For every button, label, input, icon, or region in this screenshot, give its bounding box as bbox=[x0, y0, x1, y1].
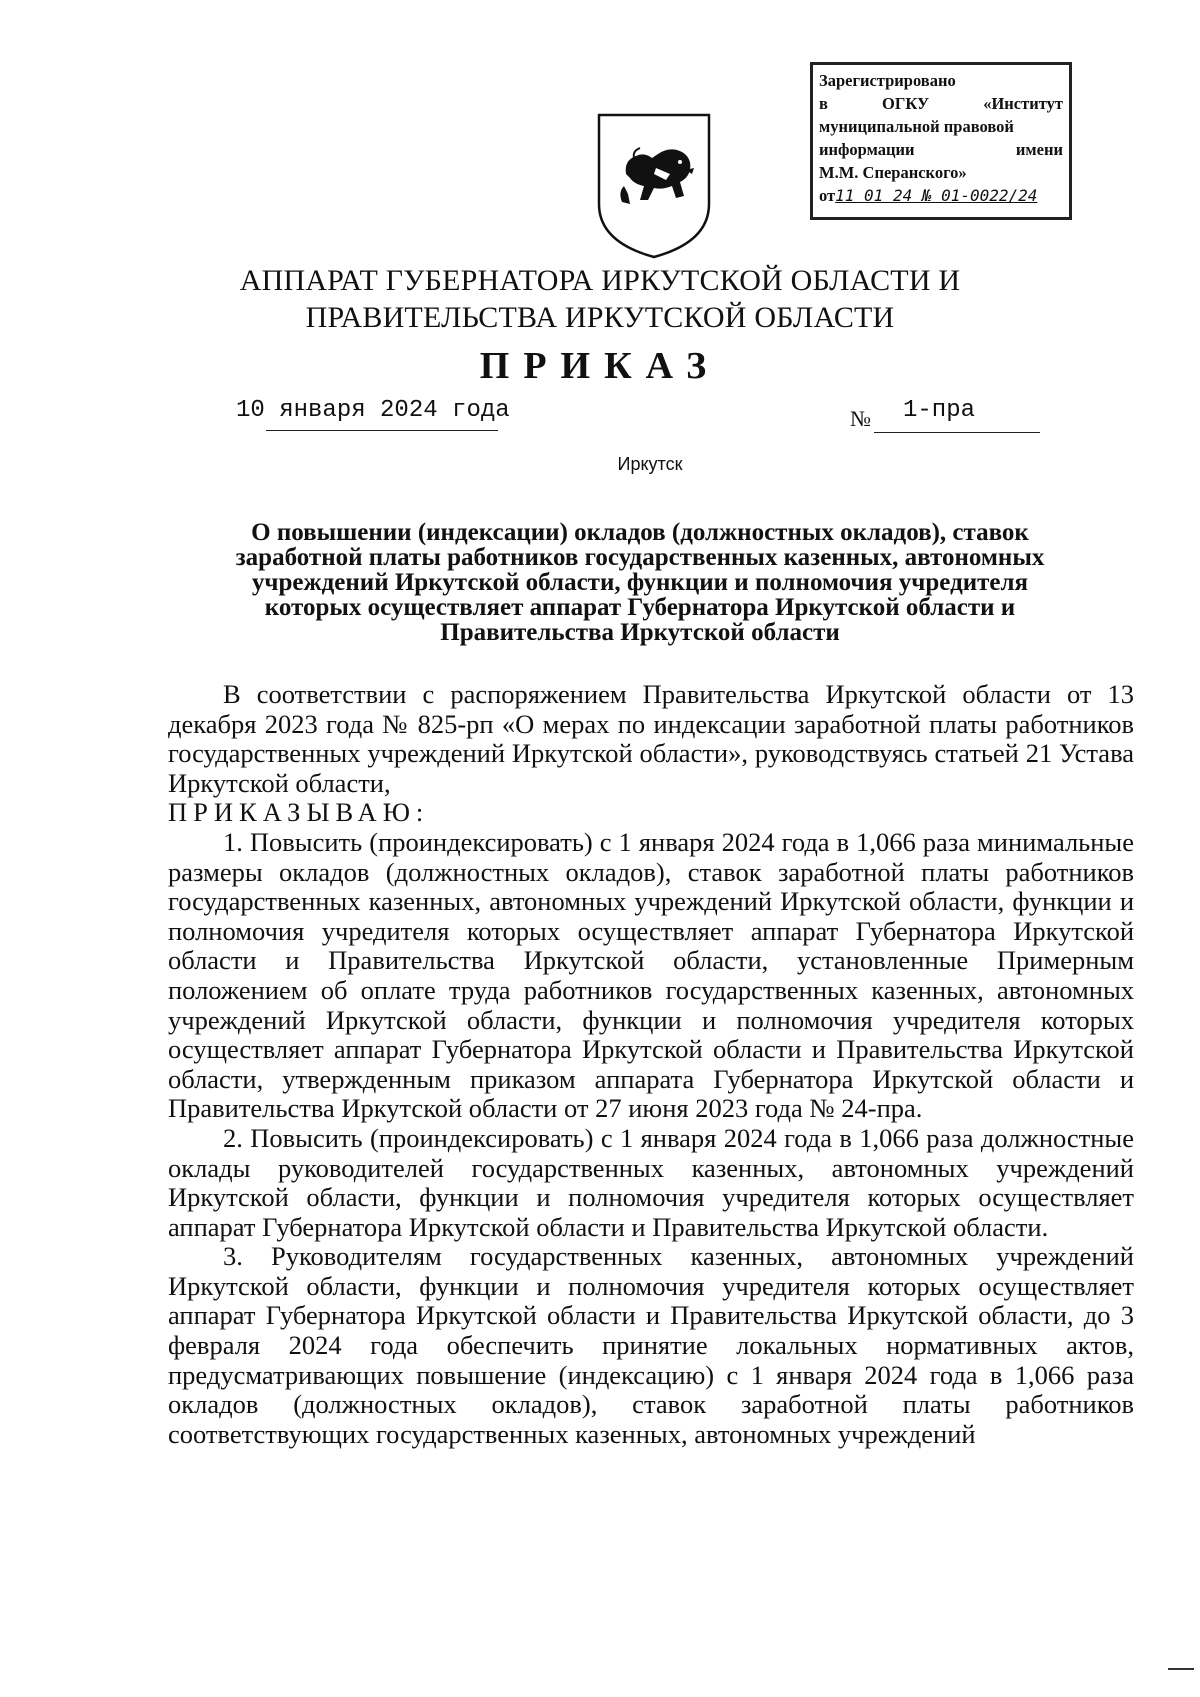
date-value: 10 января 2024 года bbox=[236, 397, 510, 424]
number-value: 1-пра bbox=[903, 397, 976, 424]
margin-mark bbox=[1168, 1668, 1194, 1670]
order-date bbox=[236, 396, 516, 426]
stamp-word: ОГКУ bbox=[882, 94, 930, 113]
stamp-handwritten-reg-number: 11 01 24 № 01-0022/24 bbox=[835, 186, 1038, 205]
order-body bbox=[168, 680, 1134, 1449]
heading-line: заработной платы работников государственных казенных, автономных bbox=[235, 544, 1045, 571]
number-underline bbox=[874, 432, 1040, 433]
stamp-line: М.М. Сперанского» bbox=[819, 163, 967, 182]
stamp-line: муниципальной правовой bbox=[819, 117, 1014, 136]
number-sign: № bbox=[850, 406, 871, 431]
stamp-word: информации bbox=[819, 140, 915, 159]
intro-paragraph: В соответствии с распоряжением Правительства Иркутской области от 13 декабря 2023 года № 825-рп «О мерах по индексации заработной платы работников государственных учреждений Иркутской области», руководствуясь статьей 21 Устава Иркутской области, bbox=[168, 679, 1134, 798]
stamp-word: «Институт bbox=[983, 94, 1063, 113]
registration-stamp bbox=[810, 62, 1072, 220]
organization-name bbox=[150, 262, 1050, 336]
org-line: ПРАВИТЕЛЬСТВА ИРКУТСКОЙ ОБЛАСТИ bbox=[305, 301, 895, 334]
stamp-line: Зарегистрировано bbox=[819, 71, 956, 90]
heading-line: которых осуществляет аппарат Губернатора Иркутской области и bbox=[264, 594, 1016, 621]
item-paragraph: 3. Руководителям государственных казенных, автономных учреждений Иркутской области, функции и полномочия учредителя которых осуществляет аппарат Губернатора Иркутской области и Правительства Иркутской области, до 3 февраля 2024 года обеспечить принятие локальных нормативных актов, предусматривающих повышение (индексацию) с 1 января 2024 года в 1,066 раза окладов (должностных окладов), ставок заработной платы работников соответствующих государственных казенных, автономных учреждений bbox=[168, 1241, 1134, 1449]
org-line: АППАРАТ ГУБЕРНАТОРА ИРКУТСКОЙ ОБЛАСТИ И bbox=[239, 264, 961, 297]
heading-line: Правительства Иркутской области bbox=[440, 619, 840, 646]
heading-line: О повышении (индексации) окладов (должностных окладов), ставок bbox=[251, 519, 1029, 546]
heading-line: учреждений Иркутской области, функции и полномочия учредителя bbox=[251, 569, 1029, 596]
date-underline bbox=[266, 430, 498, 431]
stamp-word: имени bbox=[1015, 140, 1063, 159]
irkutsk-coat-of-arms-icon bbox=[596, 112, 712, 260]
item-paragraph: 1. Повысить (проиндексировать) с 1 января 2024 года в 1,066 раза минимальные размеры окладов (должностных окладов), ставок заработной платы работников государственных казенных, автономных учреждений Иркутской области, функции и полномочия учредителя которых осуществляет аппарат Губернатора Иркутской области и Правительства Иркутской области, установленные Примерным положением об оплате труда работников государственных казенных, автономных учреждений Иркутской области, функции и полномочия учредителя которых осуществляет аппарат Губернатора Иркутской области и Правительства Иркутской области, утвержденным приказом аппарата Губернатора Иркутской области и Правительства Иркутской области от 27 июня 2023 года № 24-пра. bbox=[168, 826, 1134, 1124]
city: Иркутск bbox=[617, 454, 683, 474]
order-word: ПРИКАЗЫВАЮ: bbox=[168, 797, 430, 828]
order-heading bbox=[160, 520, 1120, 645]
document-type: ПРИКАЗ bbox=[479, 345, 721, 387]
stamp-word: в bbox=[819, 94, 828, 113]
stamp-prefix: от bbox=[819, 186, 836, 205]
item-paragraph: 2. Повысить (проиндексировать) с 1 января 2024 года в 1,066 раза должностные оклады руководителей государственных казенных, автономных учреждений Иркутской области, функции и полномочия учредителя которых осуществляет аппарат Губернатора Иркутской области и Правительства Иркутской области. bbox=[168, 1122, 1134, 1242]
